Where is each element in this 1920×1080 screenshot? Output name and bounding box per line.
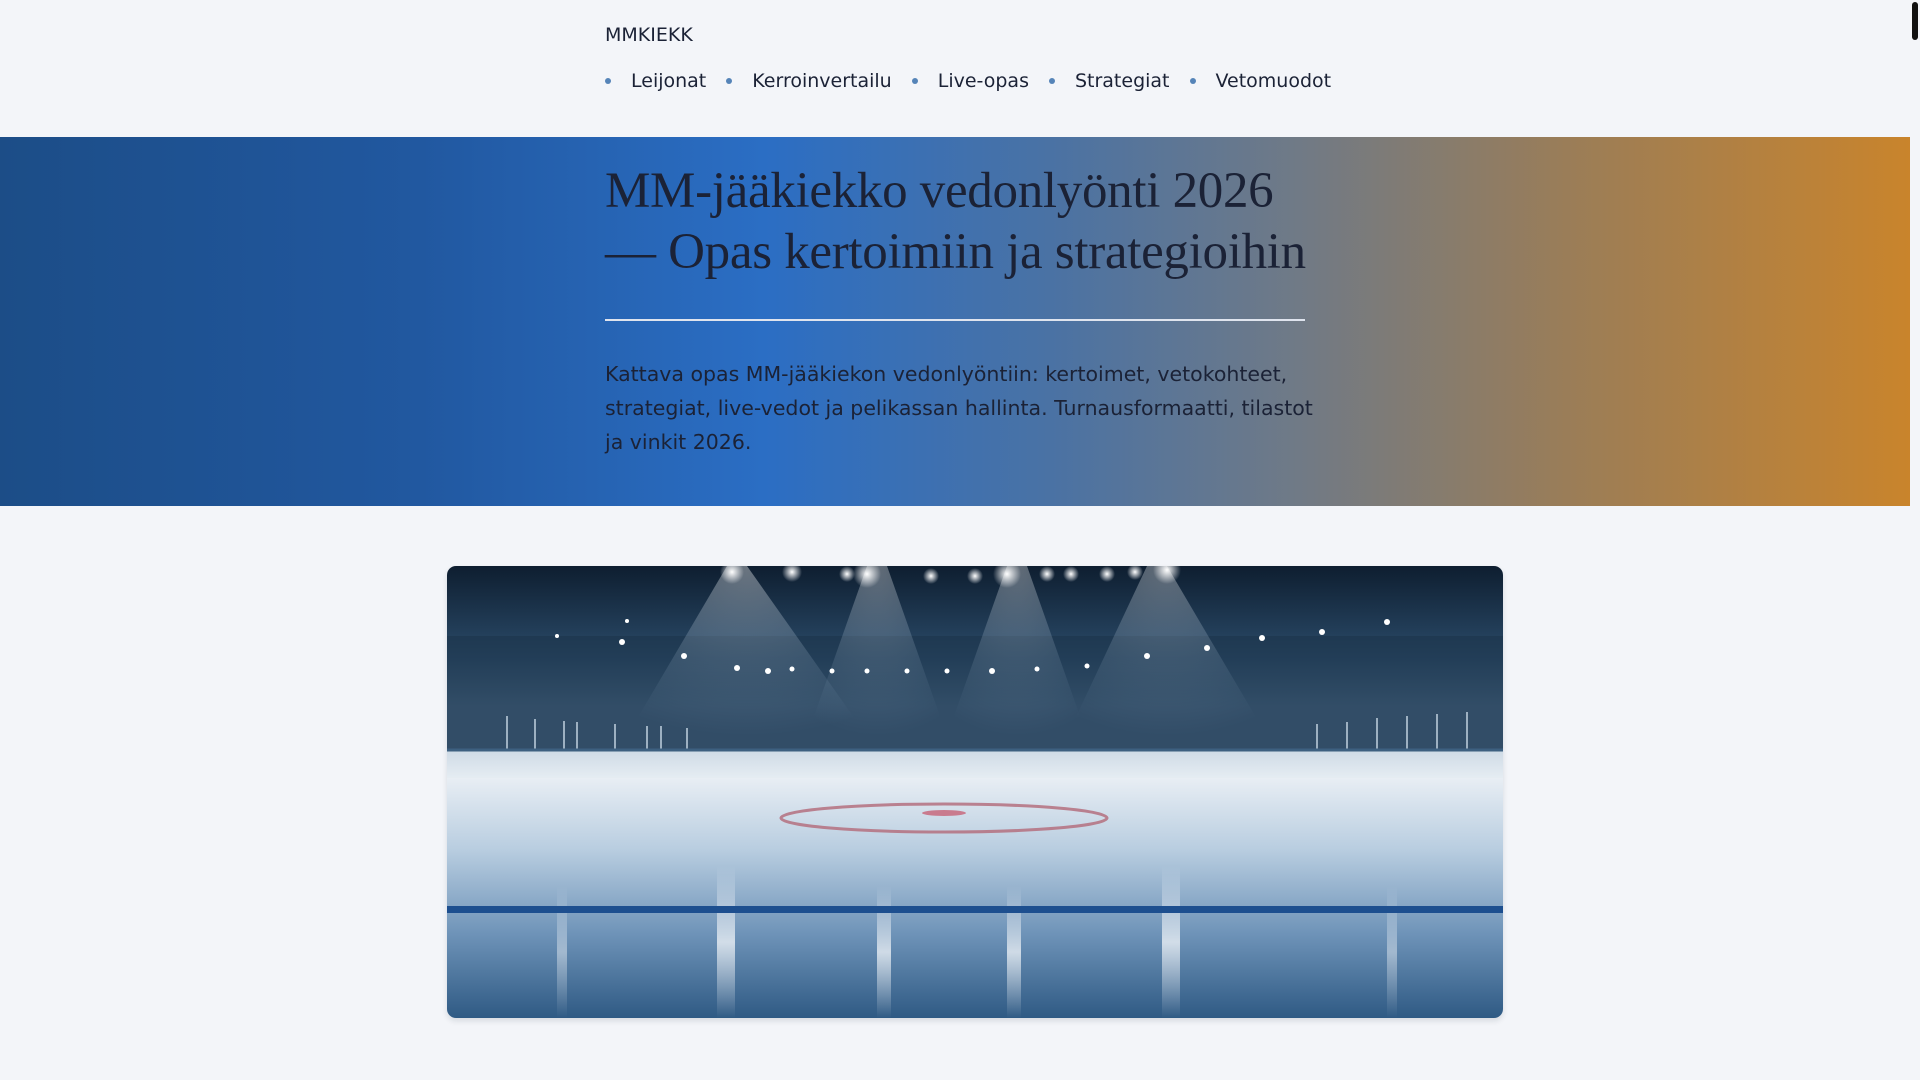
ice-rink-illustration — [447, 566, 1503, 1018]
bullet-icon — [605, 78, 611, 84]
nav-item-leijonat — [605, 70, 706, 92]
divider — [605, 319, 1305, 321]
site-logo[interactable]: MMKIEKK — [605, 24, 693, 46]
page-description: Kattava opas MM-jääkiekon vedonlyöntiin: kertoimet, vetokohteet, strategiat, live-vedot ja pelikassan hallinta. Turnausformaatti, tilastot ja vinkit 2026. — [605, 362, 1313, 454]
nav-item-vetomuodot — [1190, 70, 1332, 92]
nav-link-kerroinvertailu[interactable]: Kerroinvertailu — [752, 70, 892, 92]
nav-link-vetomuodot[interactable]: Vetomuodot — [1215, 70, 1332, 92]
nav-link-leijonat[interactable]: Leijonat — [631, 70, 707, 92]
page-title — [605, 161, 1325, 283]
nav-link-strategiat[interactable]: Strategiat — [1074, 70, 1170, 92]
title-line-1: MM-jääkiekko vedonlyönti 2026 — [605, 163, 1274, 219]
title-line-2: — Opas kertoimiin ja strategioihin — [605, 224, 1306, 280]
nav-item-strategiat — [1049, 70, 1170, 92]
nav-item-live-opas — [912, 70, 1029, 92]
hero-banner — [0, 137, 1910, 506]
bullet-icon — [1049, 78, 1055, 84]
bullet-icon — [912, 78, 918, 84]
scrollbar[interactable] — [1910, 0, 1920, 1080]
scrollbar-thumb[interactable] — [1912, 2, 1918, 40]
nav-link-live-opas[interactable]: Live-opas — [937, 70, 1029, 92]
bullet-icon — [726, 78, 732, 84]
site-header — [0, 0, 1910, 137]
bullet-icon — [1190, 78, 1196, 84]
hero-image — [447, 566, 1503, 1018]
main-nav — [605, 70, 1351, 92]
nav-item-kerroinvertailu — [726, 70, 891, 92]
